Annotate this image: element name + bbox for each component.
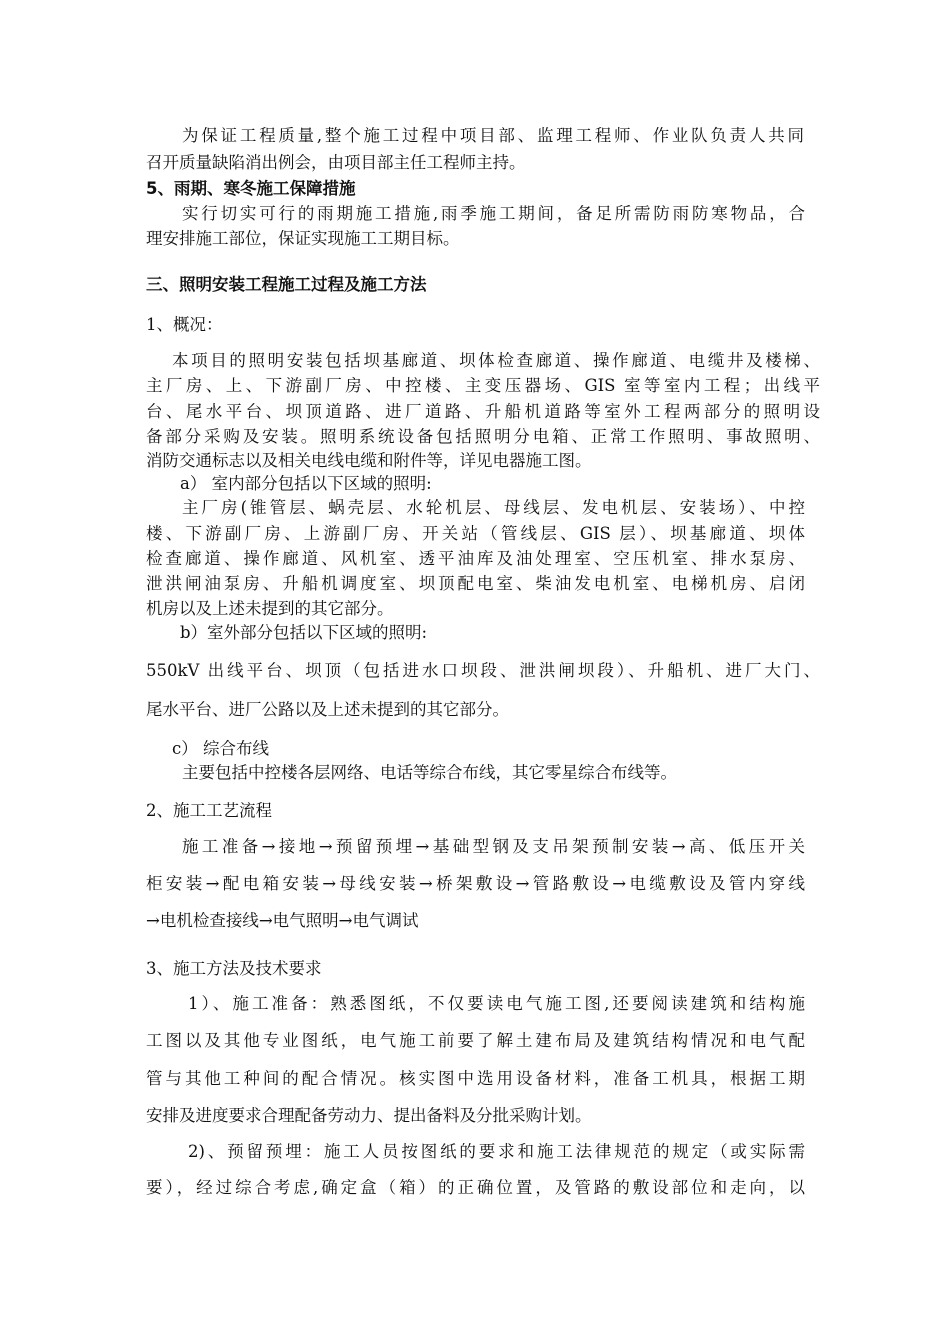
paragraph-line: 消防交通标志以及相关电线电缆和附件等，详见电器施工图。	[146, 451, 592, 470]
section-heading: 三、照明安装工程施工过程及施工方法	[146, 275, 427, 294]
paragraph-line: 550kV 出线平台、坝顶（包括进水口坝段、泄洪闸坝段）、升船机、进厂大门、	[146, 661, 820, 680]
paragraph-line: 实行切实可行的雨期施工措施,雨季施工期间，备足所需防雨防寒物品，合	[182, 204, 805, 223]
paragraph-line: 备部分采购及安装。照明系统设备包括照明分电箱、正常工作照明、事故照明、	[146, 427, 820, 446]
list-item-c: c） 综合布线	[172, 739, 269, 758]
paragraph-line: 要），经过综合考虑,确定盒（箱）的正确位置，及管路的敷设部位和走向，以	[146, 1178, 805, 1197]
paragraph-line: 本项目的照明安装包括坝基廊道、坝体检查廊道、操作廊道、电缆井及楼梯、	[172, 351, 820, 370]
subsection-heading: 1、概况：	[146, 315, 223, 334]
paragraph-line: 检查廊道、操作廊道、风机室、透平油库及油处理室、空压机室、排水泵房、	[146, 549, 805, 568]
paragraph-line: 机房以及上述未提到的其它部分。	[146, 599, 394, 618]
list-item-b: b）室外部分包括以下区域的照明:	[180, 623, 428, 642]
paragraph-line: 工图以及其他专业图纸，电气施工前要了解土建布局及建筑结构情况和电气配	[146, 1031, 805, 1050]
paragraph-line: 施工准备→接地→预留预埋→基础型钢及支吊架预制安装→高、低压开关	[182, 837, 805, 856]
subsection-heading: 2、施工工艺流程	[146, 801, 272, 820]
paragraph-line: 楼、下游副厂房、上游副厂房、开关站（管线层、GIS 层）、坝基廊道、坝体	[146, 524, 805, 543]
paragraph-line: →电机检查接线→电气照明→电气调试	[146, 911, 419, 930]
paragraph-line: 召开质量缺陷消出例会，由项目部主任工程师主持。	[146, 153, 526, 172]
paragraph-line: 台、尾水平台、坝顶道路、进厂道路、升船机道路等室外工程两部分的照明设	[146, 402, 820, 421]
paragraph-line: 理安排施工部位，保证实现施工工期目标。	[146, 229, 460, 248]
paragraph-line: 管与其他工种间的配合情况。核实图中选用设备材料，准备工机具，根据工期	[146, 1069, 805, 1088]
paragraph-line: 主厂房、上、下游副厂房、中控楼、主变压器场、GIS 室等室内工程；出线平	[146, 376, 820, 395]
paragraph-line: 为保证工程质量,整个施工过程中项目部、监理工程师、作业队负责人共同	[182, 126, 804, 145]
paragraph-line: 1）、施工准备：熟悉图纸，不仅要读电气施工图,还要阅读建筑和结构施	[188, 994, 805, 1013]
paragraph-line: 2)、预留预埋：施工人员按图纸的要求和施工法律规范的规定（或实际需	[188, 1142, 805, 1161]
paragraph-line: 柜安装→配电箱安装→母线安装→桥架敷设→管路敷设→电缆敷设及管内穿线	[146, 874, 805, 893]
paragraph-line: 泄洪闸油泵房、升船机调度室、坝顶配电室、柴油发电机室、电梯机房、启闭	[146, 574, 805, 593]
paragraph-line: 主厂房(锥管层、蜗壳层、水轮机层、母线层、发电机层、安装场）、中控	[182, 498, 805, 517]
list-item-a: a） 室内部分包括以下区域的照明:	[180, 474, 432, 493]
section-heading: 5、雨期、寒冬施工保障措施	[146, 179, 356, 198]
paragraph-line: 尾水平台、进厂公路以及上述未提到的其它部分。	[146, 700, 509, 719]
paragraph-line: 主要包括中控楼各层网络、电话等综合布线，其它零星综合布线等。	[182, 763, 677, 782]
subsection-heading: 3、施工方法及技术要求	[146, 959, 322, 978]
paragraph-line: 安排及进度要求合理配备劳动力、提出备料及分批采购计划。	[146, 1106, 592, 1125]
